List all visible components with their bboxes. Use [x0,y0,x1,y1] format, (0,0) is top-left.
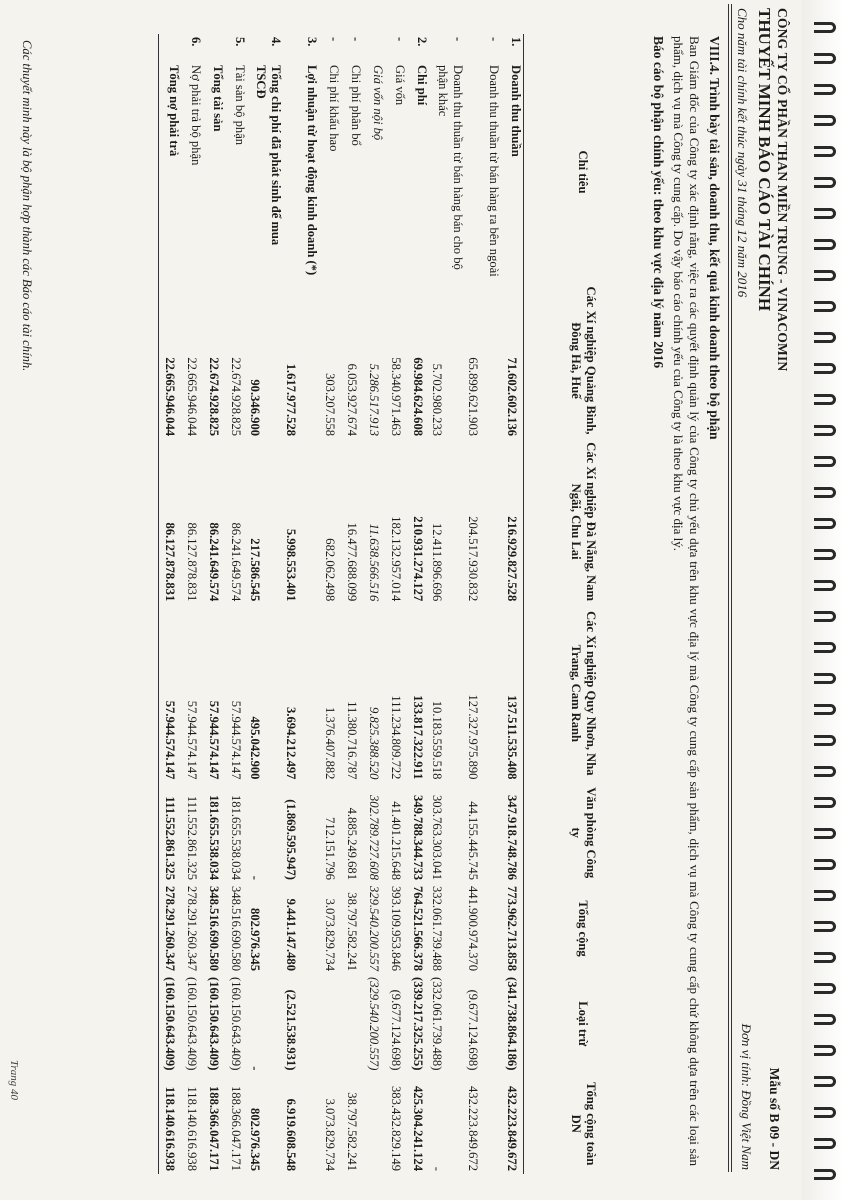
value-cell: 329.540.200.557 [367,886,382,972]
row-label: Doanh thu thuần từ bán hàng bán cho bộ phận khác [436,65,465,270]
row-number: 1. [509,37,523,47]
value-cell: 5.998.553.401 [284,528,298,602]
row-label: Tổng tài sản [211,65,225,132]
value-cell: 383.432.829.149 [389,1085,404,1171]
binding-ring [814,952,836,963]
binding-ring [814,487,836,498]
value-cell: 347.918.748.786 [505,794,520,880]
binding-ring [814,580,836,591]
header-column: Các Xí nghiệp Quảng Bình, Đông Hà, Huế [524,282,643,439]
value-cell: (160.150.643.409) [207,977,222,1071]
value-cell: 90.346.900 [248,379,262,437]
value-cell: 802.976.345 [248,908,262,972]
form-number: Mẫu số B 09 - DN [767,1067,782,1170]
binding-ring [814,115,836,126]
value-cell: 16.477.688.099 [345,522,360,602]
table-row [363,34,385,1174]
value-cell: (329.540.200.557) [367,977,382,1071]
binding-ring [814,425,836,436]
document-subtitle: Cho năm tài chính kết thúc ngày 31 tháng 12 năm 2016 [735,8,750,298]
value-cell: (9.677.124.698) [466,989,480,1071]
value-cell: 57.944.574.147 [207,700,222,780]
value-cell: (339.217.325.255) [411,977,426,1071]
value-cell: 181.655.538.034 [207,794,222,880]
value-cell: 6.919.608.548 [284,1098,298,1171]
section-paragraph: Ban Giám đốc của Công ty xác định rằng, việc ra các quyết định quản lý của Công ty chủ yếu dựa trên khu vực địa lý mà Công ty cung cấp sản phẩm, dịch vụ mà Công ty cung cấp chứ không dựa trên các loại sản phẩm, dịch vụ mà Công ty cung cấp. Do vậy báo cáo chính yếu của Công ty là theo khu vực địa lý. [671,36,702,1166]
row-number [363,34,385,62]
value-cell: 303.763.303.041 [430,794,444,880]
row-number [203,34,225,62]
value-cell: 332.061.739.488 [430,886,444,972]
table-row [501,34,524,1174]
document-title: THUYẾT MINH BÁO CÁO TÀI CHÍNH [755,8,774,312]
value-cell: 118.140.616.938 [185,1086,200,1171]
row-label: Giá vốn nội bộ [371,65,385,141]
table-row [181,34,203,1174]
value-cell: 133.817.322.911 [411,695,426,780]
table-row [247,34,283,1174]
binding-ring [814,177,836,188]
binding-ring [814,890,836,901]
value-cell: 216.929.827.528 [505,516,520,602]
value-cell: (1.869.595.947) [284,799,298,880]
binding-ring [814,1076,836,1087]
header-column: Tổng cộng toàn DN [524,1073,643,1174]
value-cell: 69.984.624.608 [411,357,426,437]
table-row [465,34,501,1174]
binding-ring [814,1107,836,1118]
value-cell: 181.655.538.034 [229,794,244,880]
row-label: Giá vốn [393,65,407,106]
header-no [524,34,643,62]
footer-note: Các thuyết minh này là bộ phận hợp thành các Báo cáo tài chính. [20,40,34,372]
value-cell: 348.516.690.580 [207,886,222,972]
value-cell: 10.183.559.518 [430,700,444,780]
binding-ring [814,1014,836,1025]
value-cell: 5.286.517.913 [367,363,382,437]
value-cell: 4.885.249.681 [345,807,360,880]
binding-ring [814,146,836,157]
value-cell: 1.617.977.528 [284,363,298,437]
value-cell: 393.109.953.846 [389,886,404,972]
value-cell: 22.665.946.044 [159,282,182,439]
binding-ring [814,84,836,95]
value-cell: 44.155.445.745 [466,801,480,880]
binding-ring [814,208,836,219]
binding-ring [814,518,836,529]
binding-ring [814,673,836,684]
binding-ring [814,735,836,746]
binding-ring [814,53,836,64]
binding-ring [814,1138,836,1149]
value-cell: 38.797.582.241 [345,1092,360,1171]
value-cell: 58.340.971.463 [389,357,404,437]
table-row [159,34,182,1174]
value-cell: 6.053.927.674 [345,363,360,437]
page-number: Trang 40 [8,1059,20,1100]
table-body [159,34,524,1174]
value-cell: 349.788.344.733 [411,794,426,880]
value-cell [341,974,363,1073]
row-number: 4. [269,37,283,47]
row-number: - [451,37,465,42]
binding-ring [814,332,836,343]
value-cell: 348.516.690.580 [229,886,244,972]
header-column: Loại trừ [524,974,643,1073]
row-label: Tài sản bộ phận [233,65,247,146]
binding-ring [814,797,836,808]
value-cell: 86.127.878.831 [159,439,182,604]
currency-unit: Đơn vị tính: Đồng Việt Nam [739,1023,754,1170]
row-label: Tổng chi phí đã phát sinh để mua TSCĐ [254,65,283,246]
value-cell: 111.552.861.325 [185,795,200,880]
binding-ring [814,239,836,250]
header-item: Chỉ tiêu [524,62,643,282]
value-cell: (160.150.643.409) [159,974,182,1073]
row-label: Chi phí khấu hao [327,65,341,152]
value-cell: 12.411.896.696 [430,523,444,602]
row-number: 5. [233,37,247,47]
value-cell: 773.962.713.858 [505,886,520,972]
value-cell: 3.073.829.734 [323,898,338,972]
value-cell: 204.517.930.832 [466,516,480,602]
value-cell: (332.061.739.488) [430,977,444,1071]
header-column: Các Xí nghiệp Đà Nẵng, Nam Ngãi, Chu Lai [524,439,643,604]
document-page [6,0,796,1200]
value-cell: 3.073.829.734 [323,1098,338,1171]
header-divider-2 [728,4,729,1172]
value-cell: 712.151.796 [323,817,338,880]
header-divider [731,4,732,1172]
binding-ring [814,456,836,467]
value-cell: 41.401.215.648 [389,801,404,880]
section-title: VIII.4. Trình bày tài sản, doanh thu, kết quả kinh doanh theo bộ phận [707,36,722,440]
binding-ring [814,549,836,560]
value-cell: 57.944.574.147 [229,700,244,780]
value-cell: 57.944.574.147 [159,604,182,782]
header-column: Văn phòng Công ty [524,782,643,883]
value-cell: 182.132.957.014 [389,516,404,602]
value-cell: 432.223.849.672 [466,1085,480,1171]
section-subheading: Báo cáo bộ phận chính yếu: theo khu vực địa lý năm 2016 [651,36,666,369]
segment-report-table [158,34,642,1174]
row-number: 3. [305,37,319,47]
table-row [341,34,363,1174]
binding-ring [814,363,836,374]
value-cell: 188.366.047.171 [207,1085,222,1171]
value-cell: 217.586.545 [248,538,262,602]
value-cell: 188.366.047.171 [229,1085,244,1171]
value-cell: 495.042.900 [248,716,262,780]
value-cell: 86.241.649.574 [207,522,222,602]
table-row [283,34,319,1174]
table-row [407,34,429,1174]
row-label: Chi phí phân bổ [349,65,363,146]
value-cell [363,1073,385,1174]
row-label: Tổng nợ phải trả [159,62,182,282]
value-cell: 111.234.809.722 [389,695,404,780]
value-cell: 22.674.928.825 [207,357,222,437]
value-cell: 22.674.928.825 [229,357,244,437]
value-cell: 425.304.241.124 [411,1085,426,1171]
binding-ring [814,921,836,932]
binding-ring [814,611,836,622]
value-cell: 9.825.388.520 [367,707,382,780]
value-cell: (9.677.124.698) [389,989,404,1071]
binding-ring [814,766,836,777]
binding-ring [814,983,836,994]
value-cell: 11.638.566.516 [367,523,382,602]
table-header-row [524,34,643,1174]
row-label: Doanh thu thuần [509,65,523,157]
value-cell: (341.738.864.186) [505,977,520,1071]
table-row [319,34,341,1174]
value-cell: 127.327.975.890 [466,694,480,780]
header-column: Các Xí nghiệp Quy Nhơn, Nha Trang, Cam Ranh [524,604,643,782]
value-cell: 1.376.407.882 [323,707,338,780]
row-number: - [349,37,363,42]
table-row [203,34,225,1174]
value-cell: 11.380.716.787 [345,701,360,780]
value-cell: 432.223.849.672 [505,1085,520,1171]
value-cell: - [248,1066,262,1071]
value-cell: 802.976.345 [248,1108,262,1171]
value-cell: 3.694.212.497 [284,707,298,780]
value-cell: 65.899.621.903 [466,357,480,437]
binding-ring [814,642,836,653]
value-cell: 278.291.260.347 [159,883,182,974]
binding-ring [814,859,836,870]
value-cell: 86.127.878.831 [185,522,200,602]
row-label: Nợ phải trả bộ phận [189,65,203,166]
value-cell: (2.521.538.931) [284,989,298,1071]
value-cell [319,974,341,1073]
value-cell: 682.062.498 [323,538,338,602]
value-cell: 118.140.616.938 [159,1073,182,1174]
value-cell: - [430,1166,444,1171]
row-number: - [393,37,407,42]
value-cell: 111.552.861.325 [159,782,182,883]
binding-ring [814,270,836,281]
value-cell: 57.944.574.147 [185,700,200,780]
row-number: - [487,37,501,42]
value-cell: (160.150.643.409) [185,977,200,1071]
value-cell: (160.150.643.409) [229,977,244,1071]
binding-ring [814,394,836,405]
row-label: Doanh thu thuần từ bán hàng ra bên ngoài [487,65,501,277]
table-row [429,34,465,1174]
binding-ring [814,704,836,715]
value-cell: 22.665.946.044 [185,357,200,437]
header-column: Tổng cộng [524,883,643,974]
value-cell: 86.241.649.574 [229,522,244,602]
value-cell: 5.702.980.233 [430,363,444,437]
value-cell: 38.797.582.241 [345,892,360,972]
row-number: - [327,37,341,42]
row-number [159,34,182,62]
binding-ring [814,1045,836,1056]
value-cell: 210.931.274.127 [411,516,426,602]
binding-ring [814,301,836,312]
value-cell: 9.441.147.480 [284,898,298,972]
row-label: Lợi nhuận từ hoạt động kinh doanh (*) [305,65,319,276]
value-cell: 137.511.535.408 [505,695,520,780]
value-cell: 71.602.602.136 [505,357,520,437]
row-number: 2. [415,37,429,47]
value-cell: 441.900.974.370 [466,886,480,972]
company-name: CÔNG TY CỔ PHẦN THAN MIỀN TRUNG - VINACOMIN [775,8,790,372]
value-cell: 764.521.566.378 [411,886,426,972]
binding-ring [814,1169,836,1180]
table-row [225,34,247,1174]
value-cell: 278.291.260.347 [185,886,200,972]
row-label: Chi phí [415,65,429,106]
table-row [385,34,407,1174]
value-cell: 302.789.727.608 [367,794,382,880]
binding-ring [814,22,836,33]
value-cell: - [248,875,262,880]
row-number: 6. [189,37,203,47]
value-cell: 303.207.558 [323,373,338,437]
binding-ring [814,828,836,839]
